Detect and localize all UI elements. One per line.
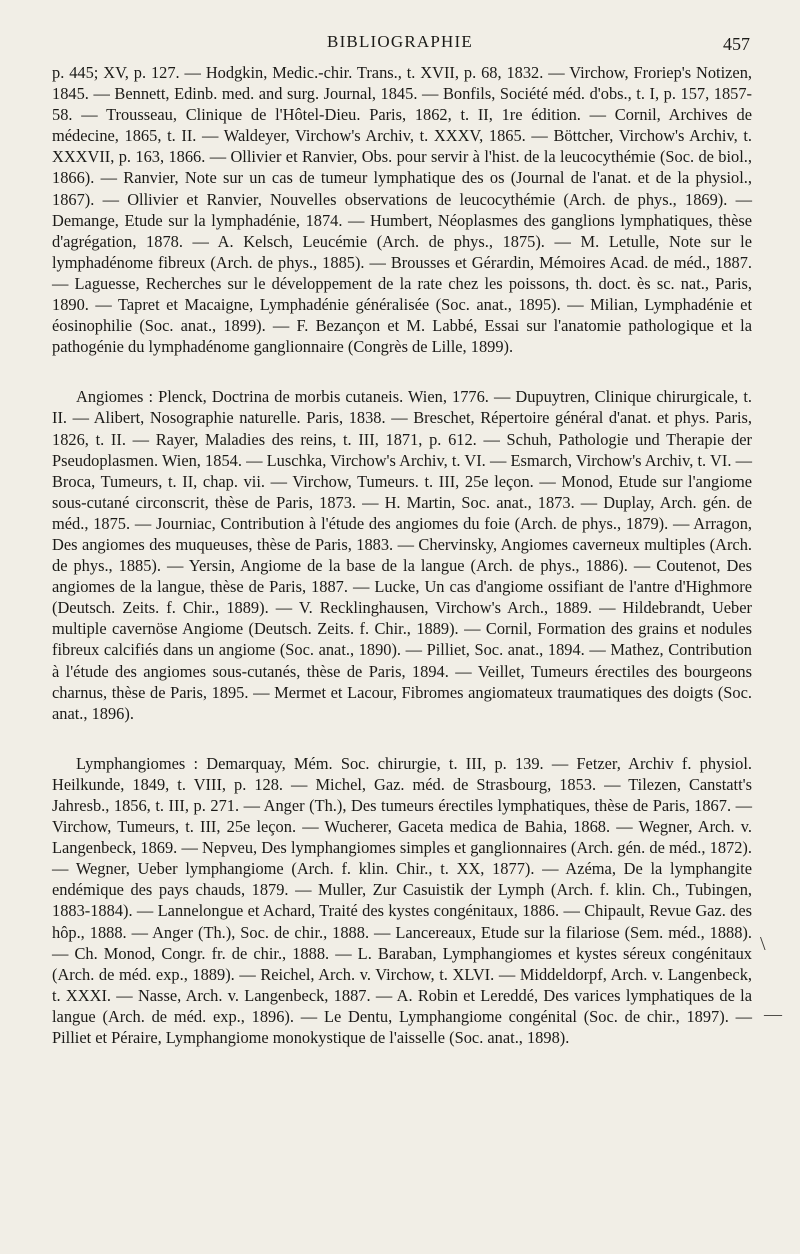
margin-pencil-dash: — bbox=[764, 1004, 782, 1024]
page-number: 457 bbox=[723, 34, 750, 54]
bibliography-paragraph-angiomes: Angiomes : Plenck, Doctrina de morbis cutaneis. Wien, 1776. — Dupuytren, Clinique chirurgicale, t. II. — Alibert, Nosographie naturelle. Paris, 1838. — Breschet, Répertoire général d'anat. et phys. Paris, 1826, t. II. — Rayer, Maladies des reins, t. III, 1871, p. 612. — Schuh, Pathologie und Therapie der Pseudoplasmen. Wien, 1854. — Luschka, Virchow's Archiv, t. VI. — Esmarch, Virchow's Archiv, t. VI. — Broca, Tumeurs, t. II, chap. vii. — Virchow, Tumeurs. t. III, 25e leçon. — Monod, Etude sur l'angiome sous-cutané circonscrit, thèse de Paris, 1873. — H. Martin, Soc. anat., 1873. — Duplay, Arch. gén. de méd., 1875. — Journiac, Contribution à l'étude des angiomes du foie (Arch. de phys., 1879). — Arragon, Des angiomes des muqueuses, thèse de Paris, 1883. — Chervinsky, Angiomes caverneux multiples (Arch. de phys., 1885). — Yersin, Angiome de la base de la langue (Arch. de phys., 1886). — Coutenot, Des angiomes de la langue, thèse de Paris, 1887. — Lucke, Un cas d'angiome ossifiant de l'antre d'Highmore (Deutsch. Zeits. f. Chir., 1889). — V. Recklinghausen, Virchow's Arch., 1889. — Hildebrandt, Ueber multiple cavernöse Angiome (Deutsch. Zeits. f. Chir., 1889). — Cornil, Formation des grains et nodules fibreux calcifiés dans un angiome (Soc. anat., 1890). — Pilliet, Soc. anat., 1894. — Mathez, Contribution à l'étude des angiomes sous-cutanés, thèse de Paris, 1894. — Veillet, Tumeurs érectiles des bourgeons charnus, thèse de Paris, 1895. — Mermet et Lacour, Fibromes angiomateux traumatiques des doigts (Soc. anat., 1896). bbox=[52, 387, 752, 723]
bibliography-body bbox=[52, 62, 752, 1048]
bibliography-paragraph-lymphangiomes: Lymphangiomes : Demarquay, Mém. Soc. chirurgie, t. III, p. 139. — Fetzer, Archiv f. physiol. Heilkunde, 1849, t. VIII, p. 128. — Michel, Gaz. méd. de Strasbourg, 1853. — Tilezen, Canstatt's Jahresb., 1856, t. III, p. 271. — Anger (Th.), Des tumeurs érectiles lymphatiques, thèse de Paris, 1867. — Virchow, Tumeurs, t. III, 25e leçon. — Wucherer, Gaceta medica de Bahia, 1868. — Wegner, Arch. v. Langenbeck, 1869. — Nepveu, Des lymphangiomes simples et ganglionnaires (Arch. gén. de méd., 1872). — Wegner, Ueber lymphangiome (Arch. f. klin. Chir., t. XX, 1877). — Azéma, De la lymphangite endémique des pays chauds, 1879. — Muller, Zur Casuistik der Lymph (Arch. f. klin. Ch., Tubingen, 1883-1884). — Lannelongue et Achard, Traité des kystes congénitaux, 1886. — Chipault, Revue Gaz. des hôp., 1888. — Anger (Th.), Soc. de chir., 1888. — Lancereaux, Etude sur la filariose (Sem. méd., 1888). — Ch. Monod, Congr. fr. de chir., 1888. — L. Baraban, Lymphangiomes et kystes séreux congénitaux (Arch. de méd. exp., 1889). — Reichel, Arch. v. Virchow, t. XLVI. — Middeldorpf, Arch. v. Langenbeck, t. XXXI. — Nasse, Arch. v. Langenbeck, 1887. — A. Robin et Lereddé, Des varices lymphatiques de la langue (Arch. de méd. exp., 1896). — Le Dentu, Lymphangiome congénital (Soc. de chir., 1897). — Pilliet et Péraire, Lymphangiome monokystique de l'aisselle (Soc. anat., 1898). bbox=[52, 753, 752, 1048]
running-head bbox=[0, 32, 800, 58]
bibliography-paragraph-lymphadenie: p. 445; XV, p. 127. — Hodgkin, Medic.-chir. Trans., t. XVII, p. 68, 1832. — Virchow, Froriep's Notizen, 1845. — Bennett, Edinb. med. and surg. Journal, 1845. — Bonfils, Société méd. d'obs., t. I, p. 157, 1857-58. — Trousseau, Clinique de l'Hôtel-Dieu. Paris, 1862, t. II, 1re édition. — Cornil, Archives de médecine, 1865, t. II. — Waldeyer, Virchow's Archiv, t. XXXV, 1865. — Böttcher, Virchow's Archiv, t. XXXVII, p. 163, 1866. — Ollivier et Ranvier, Obs. pour servir à l'hist. de la leucocythémie (Soc. de biol., 1866). — Ranvier, Note sur un cas de tumeur lymphatique des os (Journal de l'anat. et de la physiol., 1867). — Ollivier et Ranvier, Nouvelles observations de leucocythémie (Arch. de phys., 1869). — Demange, Etude sur la lymphadénie, 1874. — Humbert, Néoplasmes des ganglions lymphatiques, thèse d'agrégation, 1878. — A. Kelsch, Leucémie (Arch. de phys., 1875). — M. Letulle, Note sur le lymphadénome fibreux (Arch. de phys., 1885). — Brousses et Gérardin, Mémoires Acad. de méd., 1887. — Laguesse, Recherches sur le développement de la rate chez les poissons, th. doct. ès sc. nat., Paris, 1890. — Tapret et Macaigne, Lymphadénie généralisée (Soc. anat., 1895). — Milian, Lymphadénie et éosinophilie (Soc. anat., 1899). — F. Bezançon et M. Labbé, Essai sur l'anatomie pathologique et la pathogénie du lymphadénome ganglionnaire (Congrès de Lille, 1899). bbox=[52, 63, 752, 357]
running-title: BIBLIOGRAPHIE bbox=[327, 32, 473, 51]
margin-pencil-mark: \ bbox=[760, 933, 766, 955]
